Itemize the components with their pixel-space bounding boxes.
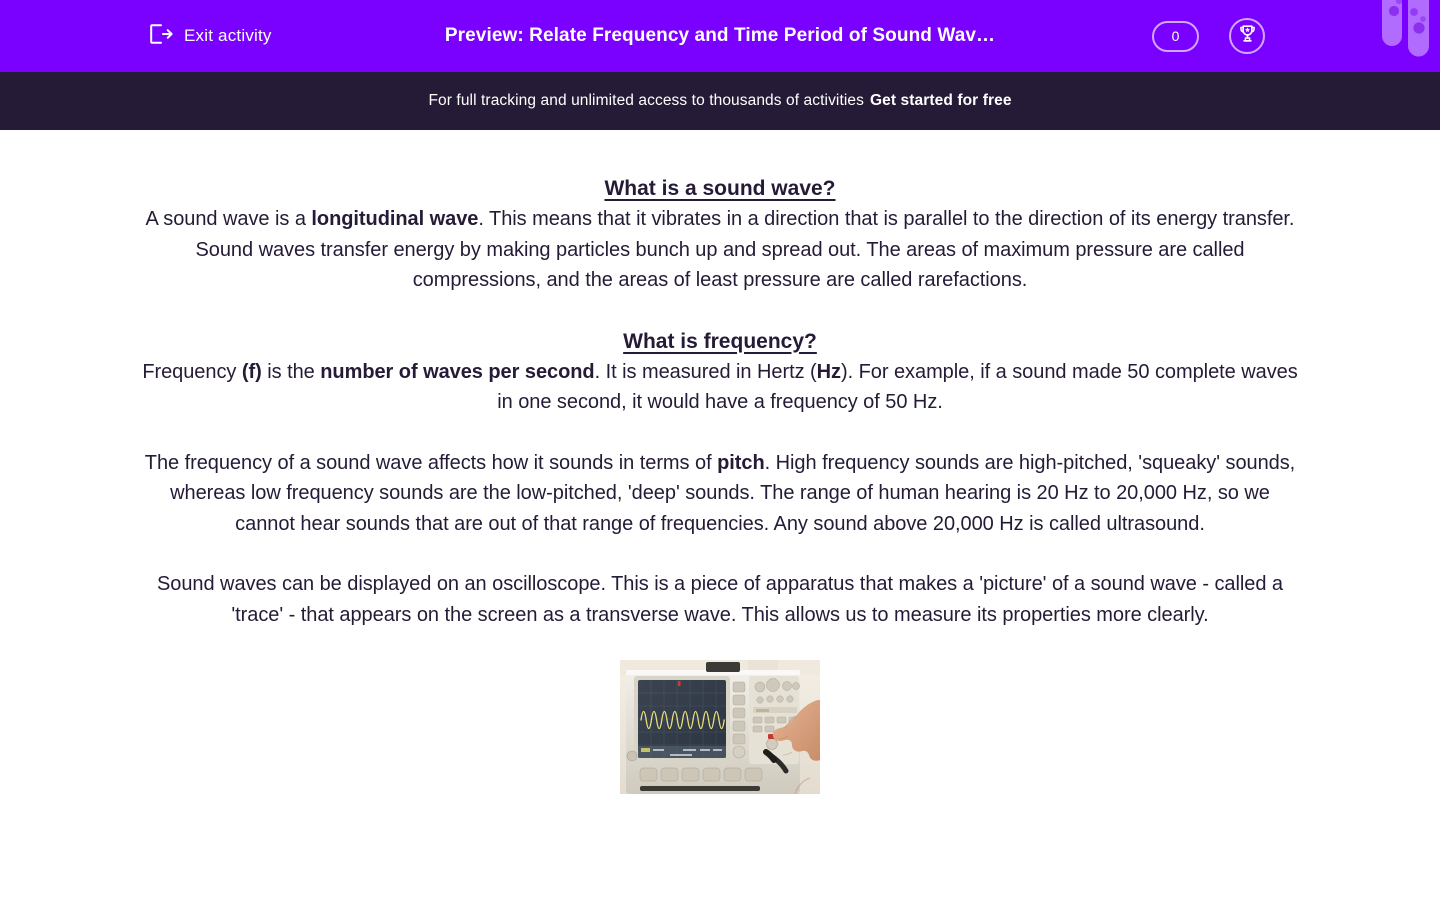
text-fragment: is the	[261, 360, 321, 383]
text-fragment: . High frequency sounds are high-pitched, 'squeaky' sounds, whereas low frequency sounds are the low-pitched, 'deep' sounds. The range of human hearing is 20 Hz to 20,000 Hz, so we cannot hear sounds that are out of that range of frequencies. Any sound above 20,000 Hz is called ultrasound.	[170, 451, 1296, 535]
heading-what-is-a-sound-wave: What is a sound wave?	[604, 177, 836, 200]
paragraph-frequency-definition	[140, 357, 1300, 418]
activity-title: Preview: Relate Frequency and Time Period of Sound Wav…	[444, 25, 996, 46]
paragraph-sound-wave-definition	[140, 204, 1300, 296]
trophy-icon	[1237, 23, 1258, 49]
test-tubes-icon	[1350, 0, 1440, 72]
score-counter-button[interactable]	[1152, 21, 1199, 52]
promo-banner	[0, 72, 1440, 130]
text-fragment: The frequency of a sound wave affects how it sounds in terms of	[144, 451, 718, 474]
achievements-button[interactable]	[1229, 18, 1265, 54]
heading-what-is-frequency: What is frequency?	[623, 329, 817, 353]
activity-content	[140, 130, 1300, 794]
term-waves-per-second: number of waves per second	[320, 360, 595, 383]
symbol-hz: Hz	[816, 360, 841, 383]
text-fragment: A sound wave is a	[145, 208, 312, 230]
spacer	[140, 539, 1300, 569]
paragraph-oscilloscope: Sound waves can be displayed on an oscilloscope. This is a piece of apparatus that makes a 'picture' of a sound wave - called a 'trace' - that appears on the screen as a transverse wave. This allows us to measure its properties more clearly.	[156, 573, 1284, 626]
score-value: 0	[1171, 28, 1180, 44]
exit-door-arrow-icon	[148, 22, 174, 51]
text-fragment: . It is measured in Hertz (	[594, 360, 817, 383]
text-fragment: ). For example, if a sound made 50 complete waves in one second, it would have a frequency of 50 Hz.	[497, 360, 1298, 413]
term-longitudinal-wave: longitudinal wave	[311, 208, 479, 230]
top-header-bar	[0, 0, 1440, 72]
promo-message: For full tracking and unlimited access to thousands of activities	[428, 92, 864, 109]
exit-activity-button[interactable]	[148, 22, 272, 51]
oscilloscope-figure	[140, 660, 1300, 794]
header-actions	[1152, 18, 1265, 54]
exit-activity-label: Exit activity	[184, 26, 272, 45]
get-started-link[interactable]: Get started for free	[870, 92, 1012, 109]
symbol-f: (f)	[241, 360, 262, 383]
spacer	[140, 418, 1300, 448]
term-pitch: pitch	[717, 451, 765, 474]
text-fragment: Frequency	[142, 360, 242, 383]
paragraph-pitch-and-hearing-range	[140, 448, 1300, 540]
text-fragment: . This means that it vibrates in a direction that is parallel to the direction of its energy transfer. Sound waves transfer energy by making particles bunch up and spread out. The areas of maximum pressure are called compressions, and the areas of least pressure are called rarefactions.	[195, 208, 1295, 291]
spacer	[140, 296, 1300, 327]
oscilloscope-photo	[620, 660, 820, 794]
